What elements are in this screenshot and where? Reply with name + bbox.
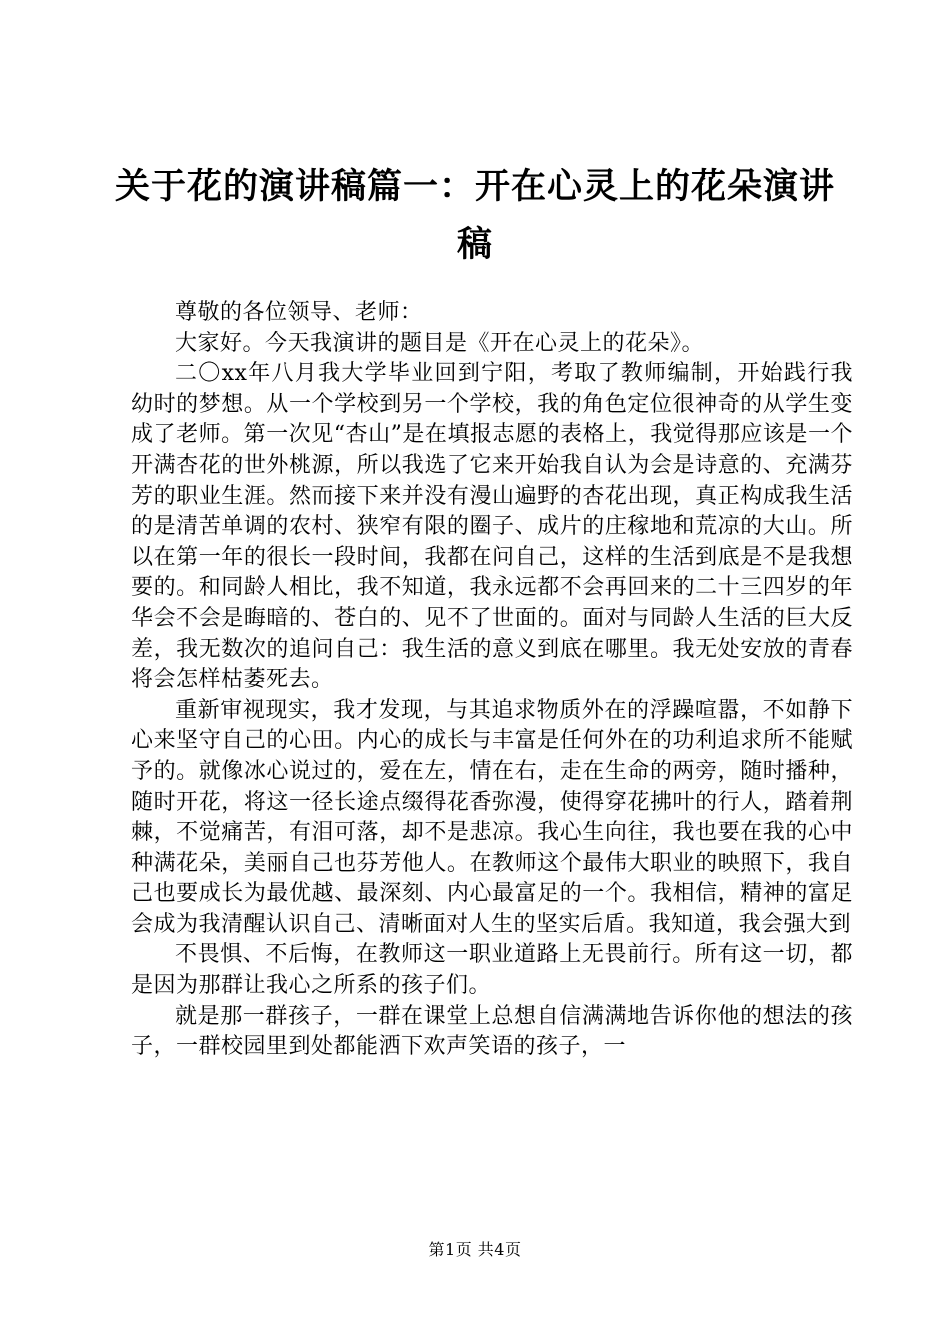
paragraph-greeting: 大家好。今天我演讲的题目是《开在心灵上的花朵》。 [175,330,705,356]
document-body [131,298,853,1063]
paragraph-salutation: 尊敬的各位领导、老师： [175,300,423,325]
paragraph-story: 二〇xx年八月我大学毕业回到宁阳，考取了教师编制，开始践行我幼时的梦想。从一个学校到另一个学校，我的角色定位很神奇的从学生变成了老师。第一次见“杏山”是在填报志愿的表格上，我觉得那应该是一个开满杏花的世外桃源，所以我选了它来开始我自认为会是诗意的、充满芬芳的职业生涯。然而接下来并没有漫山遍野的杏花出现，真正构成我生活的是清苦单调的农村、狭窄有限的圈子、成片的庄稼地和荒凉的大山。所以在第一年的很长一段时间，我都在问自己，这样的生活到底是不是我想要的。和同龄人相比，我不知道，我永远都不会再回来的二十三四岁的年华会不会是晦暗的、苍白的、见不了世面的。面对与同龄人生活的巨大反差，我无数次的追问自己：我生活的意义到底在哪里。我无处安放的青春将会怎样枯萎死去。 [131,361,853,693]
document-title: 关于花的演讲稿篇一：开在心灵上的花朵演讲稿 [114,167,835,265]
page-footer: 第1页 共4页 [428,1240,522,1259]
paragraph-resolve: 不畏惧、不后悔，在教师这一职业道路上无畏前行。所有这一切，都是因为那群让我心之所系的孩子们。 [131,942,853,999]
paragraph-children: 就是那一群孩子，一群在课堂上总想自信满满地告诉你他的想法的孩子，一群校园里到处都能洒下欢声笑语的孩子，一 [131,1003,853,1060]
paragraph-reflection: 重新审视现实，我才发现，与其追求物质外在的浮躁喧嚣，不如静下心来坚守自己的心田。内心的成长与丰富是任何外在的功利追求所不能赋予的。就像冰心说过的，爱在左，情在右，走在生命的两旁，随时播种，随时开花，将这一径长途点缀得花香弥漫，使得穿花拂叶的行人，踏着荆棘，不觉痛苦，有泪可落，却不是悲凉。我心生向往，我也要在我的心中种满花朵，美丽自己也芬芳他人。在教师这个最伟大职业的映照下，我自己也要成长为最优越、最深刻、内心最富足的一个。我相信，精神的富足会成为我清醒认识自己、清晰面对人生的坚实后盾。我知道，我会强大到 [131,697,853,937]
